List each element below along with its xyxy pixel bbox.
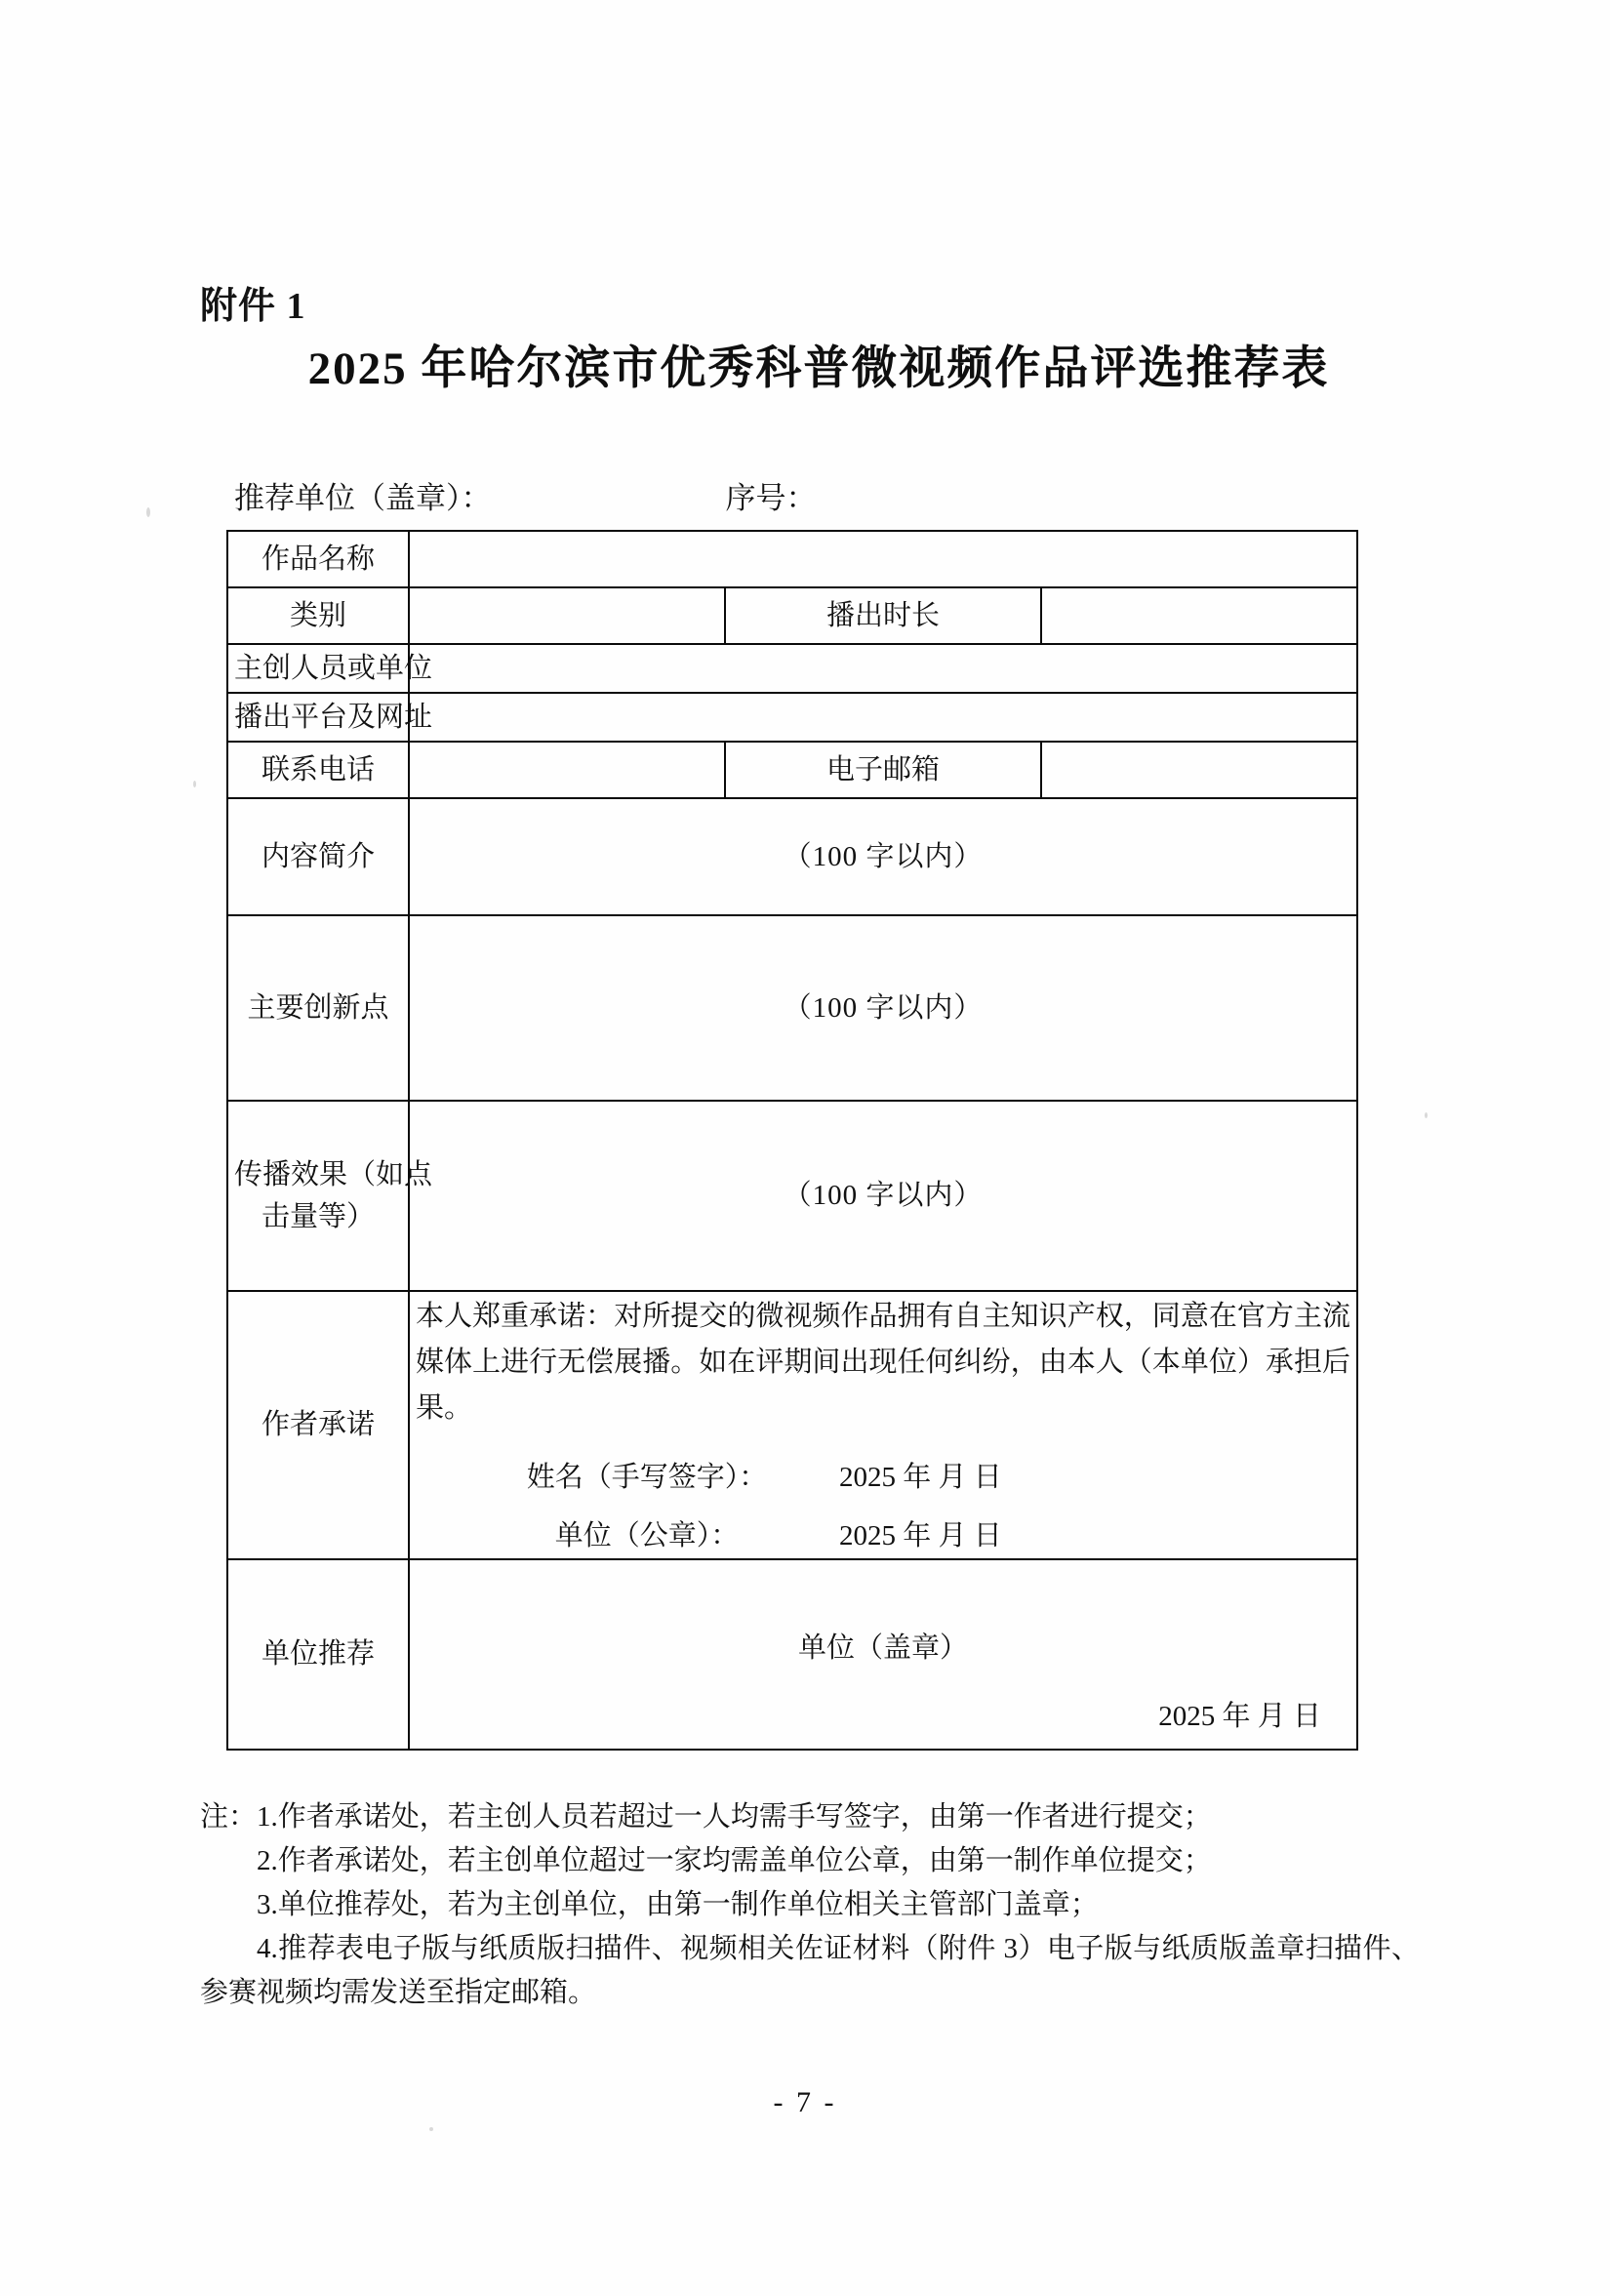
footnote-item-3: 3.单位推荐处，若为主创单位，由第一制作单位相关主管部门盖章； (257, 1888, 1099, 1920)
row-label-unit-recommendation: 单位推荐 (227, 1559, 409, 1750)
row-label-category: 类别 (227, 587, 409, 644)
recommending-unit-label: 推荐单位（盖章）： (234, 481, 492, 515)
table-row-impact (227, 1101, 1357, 1291)
scan-speckle (1425, 1112, 1428, 1118)
field-innovation[interactable]: （100 字以内） (409, 915, 1357, 1101)
field-creators[interactable] (409, 644, 1357, 693)
signature-name-date[interactable]: 2025 年 月 日 (839, 1461, 1002, 1493)
table-row-creators (227, 644, 1357, 693)
row-label-summary: 内容简介 (227, 798, 409, 915)
row-label-duration: 播出时长 (725, 587, 1041, 644)
serial-number-label: 序号： (725, 481, 817, 515)
signature-unit-date[interactable]: 2025 年 月 日 (839, 1519, 1002, 1551)
signature-name-label: 姓名（手写签字）： (526, 1461, 768, 1493)
row-label-work-title: 作品名称 (227, 531, 409, 587)
attachment-label: 附件 1 (200, 286, 306, 327)
form-header-line (234, 473, 1366, 517)
unit-seal-text: 单位（盖章） (797, 1632, 968, 1665)
row-label-platform: 播出平台及网址 (227, 693, 409, 742)
row-label-email: 电子邮箱 (725, 742, 1041, 798)
signature-unit-label: 单位（公章）： (554, 1519, 740, 1551)
table-row-innovation (227, 915, 1357, 1101)
row-label-author-promise: 作者承诺 (227, 1291, 409, 1559)
field-phone[interactable] (409, 742, 725, 798)
footnote-item-2: 2.作者承诺处，若主创单位超过一家均需盖单位公章，由第一制作单位提交； (257, 1844, 1212, 1876)
field-summary[interactable]: （100 字以内） (409, 798, 1357, 915)
table-row-category (227, 587, 1357, 644)
table-row-unit-recommendation (227, 1559, 1357, 1750)
row-label-impact-line1: 传播效果（如点 (234, 1159, 433, 1191)
table-row-platform (227, 693, 1357, 742)
field-unit-recommendation[interactable] (409, 1559, 1357, 1750)
table-row-contact (227, 742, 1357, 798)
signature-row-name (416, 1457, 1350, 1498)
author-promise-text: 本人郑重承诺：对所提交的微视频作品拥有自主知识产权，同意在官方主流媒体上进行无偿展播。如在评期间出现任何纠纷，由本人（本单位）承担后果。 (416, 1301, 1350, 1424)
unit-recommendation-date[interactable]: 2025 年 月 日 (1158, 1700, 1321, 1732)
page-number: - 7 - (773, 2086, 837, 2118)
scan-speckle (193, 781, 196, 787)
scan-speckle (429, 2127, 433, 2131)
scan-speckle (146, 507, 150, 517)
field-duration[interactable] (1041, 587, 1357, 644)
signature-block (416, 1457, 1350, 1556)
signature-row-unit (416, 1515, 1350, 1556)
row-label-impact-line2: 击量等） (261, 1200, 375, 1232)
table-row-work-title (227, 531, 1357, 587)
footnotes (200, 1795, 1420, 2015)
table-row-summary (227, 798, 1357, 915)
row-label-phone: 联系电话 (227, 742, 409, 798)
field-author-promise[interactable] (409, 1291, 1357, 1559)
footnote-item-4: 4.推荐表电子版与纸质版扫描件、视频相关佐证材料（附件 3）电子版与纸质版盖章扫描件、参赛视频均需发送至指定邮箱。 (200, 1932, 1420, 2008)
row-label-creators: 主创人员或单位 (227, 644, 409, 693)
recommendation-form-table (226, 530, 1358, 1751)
row-label-impact (227, 1101, 433, 1291)
field-platform[interactable] (409, 693, 1357, 742)
row-label-innovation: 主要创新点 (227, 915, 409, 1101)
field-impact[interactable]: （100 字以内） (409, 1101, 1357, 1291)
table-row-author-promise (227, 1291, 1357, 1559)
page-title: 2025 年哈尔滨市优秀科普微视频作品评选推荐表 (307, 343, 1330, 394)
footnote-item-1: 注：1.作者承诺处，若主创人员若超过一人均需手写签字，由第一作者进行提交； (200, 1801, 1212, 1833)
field-work-title[interactable] (409, 531, 1357, 587)
field-email[interactable] (1041, 742, 1357, 798)
field-category[interactable] (409, 587, 725, 644)
